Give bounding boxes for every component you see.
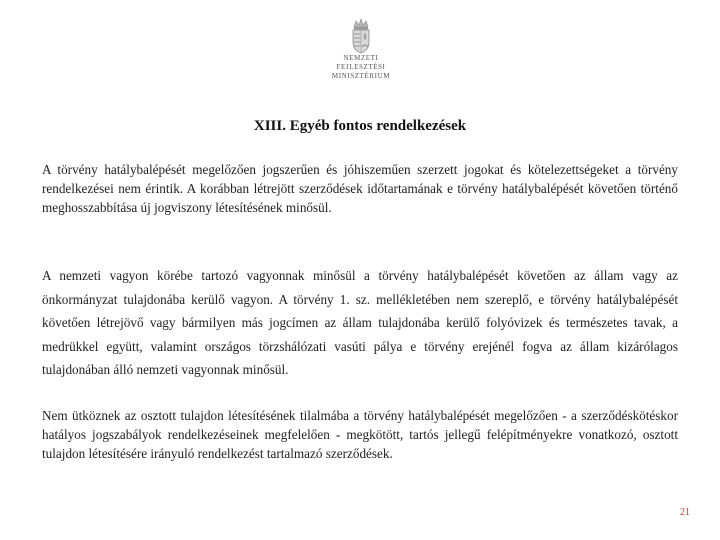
logo-text-line2: MINISZTÉRIUM <box>331 72 391 80</box>
paragraph-2: A nemzeti vagyon körébe tartozó vagyonnak minősül a törvény hatálybalépését követően az állam vagy az önkormányzat tulajdonába kerülő vagyon. A törvény 1. sz. mellékletében nem szereplő, e törvény hatálybalépését követően létrejövő vagy bármilyen más jogcímen az állam tulajdonába kerülő folyóvizek és természetes tavak, a medrükkel együtt, valamint országos törzshálózati vasúti pálya e törvény erejénél fogva az állam kizárólagos tulajdonában álló nemzeti vagyonnak minősül. <box>42 268 678 377</box>
section-title: XIII. Egyéb fontos rendelkezések <box>253 118 467 134</box>
paragraph-3: Nem ütköznek az osztott tulajdon létesítésének tilalmába a törvény hatálybalépését megelőzően - a szerződéskötéskor hatályos jogszabályok rendelkezéseinek megfelelően - megkötött, tartós jellegű felépítményekre vonatkozó, osztott tulajdon létesítésére irányuló rendelkezést tartalmazó szerződések. <box>42 408 678 461</box>
page-number: 21 <box>680 507 690 518</box>
paragraph-1: A törvény hatálybalépését megelőzően jogszerűen és jóhiszeműen szerzett jogokat és kötelezettségeket a törvény rendelkezései nem érintik. A korábban létrejött szerződések időtartamának e törvény hatálybalépését követően történő meghosszabbítása új jogviszony létesítésének minősül. <box>42 162 678 215</box>
coat-of-arms-icon <box>346 18 376 54</box>
ministry-logo <box>318 18 404 81</box>
logo-text-line1: NEMZETI FEJLESZTÉSI <box>336 54 386 71</box>
